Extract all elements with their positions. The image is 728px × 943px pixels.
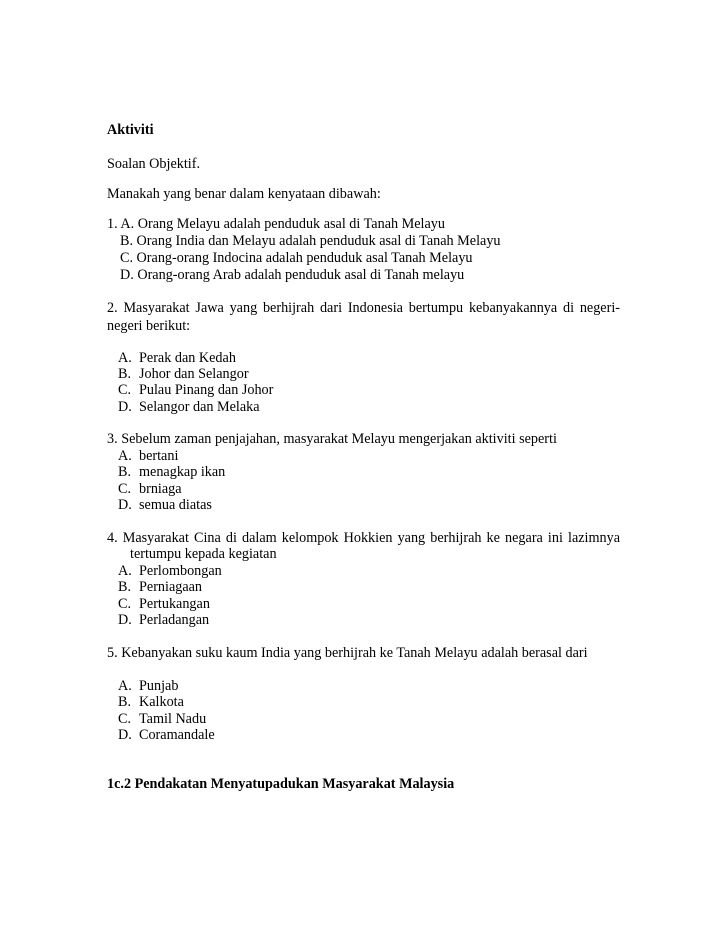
q5-stem: 5. Kebanyakan suku kaum India yang berhijrah ke Tanah Melayu adalah berasal dari (107, 645, 588, 661)
q2-option-a-text: Perak dan Kedah (139, 350, 236, 366)
q4-option-c-text: Pertukangan (139, 596, 210, 612)
q5-option-c-text: Tamil Nadu (139, 711, 207, 727)
q3-option-b-text: menagkap ikan (139, 464, 226, 480)
q2-option-d-text: Selangor dan Melaka (139, 399, 260, 415)
subheading: Soalan Objektif. (107, 156, 200, 172)
q2-option-c-letter: C. (118, 382, 132, 398)
q5-option-d-text: Coramandale (139, 727, 215, 743)
q3-option-b-letter: B. (118, 464, 132, 480)
q3-option-c-letter: C. (118, 481, 132, 497)
q3-stem: 3. Sebelum zaman penjajahan, masyarakat Melayu mengerjakan aktiviti seperti (107, 431, 557, 447)
q4-option-a-letter: A. (118, 563, 132, 579)
section-title: 1c.2 Pendakatan Menyatupadukan Masyarakat Malaysia (107, 776, 455, 792)
q2-option-c-text: Pulau Pinang dan Johor (139, 382, 274, 398)
q4-option-b-letter: B. (118, 579, 132, 595)
q4-option-d-text: Perladangan (139, 612, 210, 628)
q2-stem-line2: negeri berikut: (107, 318, 191, 334)
instruction: Manakah yang benar dalam kenyataan dibawah: (107, 186, 381, 202)
q4-option-a-text: Perlombongan (139, 563, 222, 579)
q2-option-b-letter: B. (118, 366, 132, 382)
q3-option-a-text: bertani (139, 448, 179, 464)
q5-option-d-letter: D. (118, 727, 132, 743)
q1-option-b: B. Orang India dan Melayu adalah penduduk asal di Tanah Melayu (120, 233, 501, 249)
q2-option-b-text: Johor dan Selangor (139, 366, 249, 382)
q5-option-b-letter: B. (118, 694, 132, 710)
q4-stem-line1: 4. Masyarakat Cina di dalam kelompok Hokkien yang berhijrah ke negara ini lazimnya (107, 530, 620, 546)
q1-stem: 1. A. Orang Melayu adalah penduduk asal di Tanah Melayu (107, 216, 445, 232)
q2-option-a-letter: A. (118, 350, 132, 366)
q5-option-a-letter: A. (118, 678, 132, 694)
q1-option-d: D. Orang-orang Arab adalah penduduk asal di Tanah melayu (120, 267, 465, 283)
q5-option-a-text: Punjab (139, 678, 179, 694)
q3-option-d-text: semua diatas (139, 497, 212, 513)
q4-option-c-letter: C. (118, 596, 132, 612)
q3-option-d-letter: D. (118, 497, 132, 513)
q2-stem-line1: 2. Masyarakat Jawa yang berhijrah dari Indonesia bertumpu kebanyakannya di negeri- (107, 300, 620, 316)
q3-option-a-letter: A. (118, 448, 132, 464)
heading: Aktiviti (107, 122, 154, 138)
q5-option-c-letter: C. (118, 711, 132, 727)
q4-option-d-letter: D. (118, 612, 132, 628)
q1-option-c: C. Orang-orang Indocina adalah penduduk asal Tanah Melayu (120, 250, 473, 266)
q4-stem-line2: tertumpu kepada kegiatan (130, 546, 277, 562)
q3-option-c-text: brniaga (139, 481, 182, 497)
q2-option-d-letter: D. (118, 399, 132, 415)
q4-option-b-text: Perniagaan (139, 579, 203, 595)
q5-option-b-text: Kalkota (139, 694, 184, 710)
